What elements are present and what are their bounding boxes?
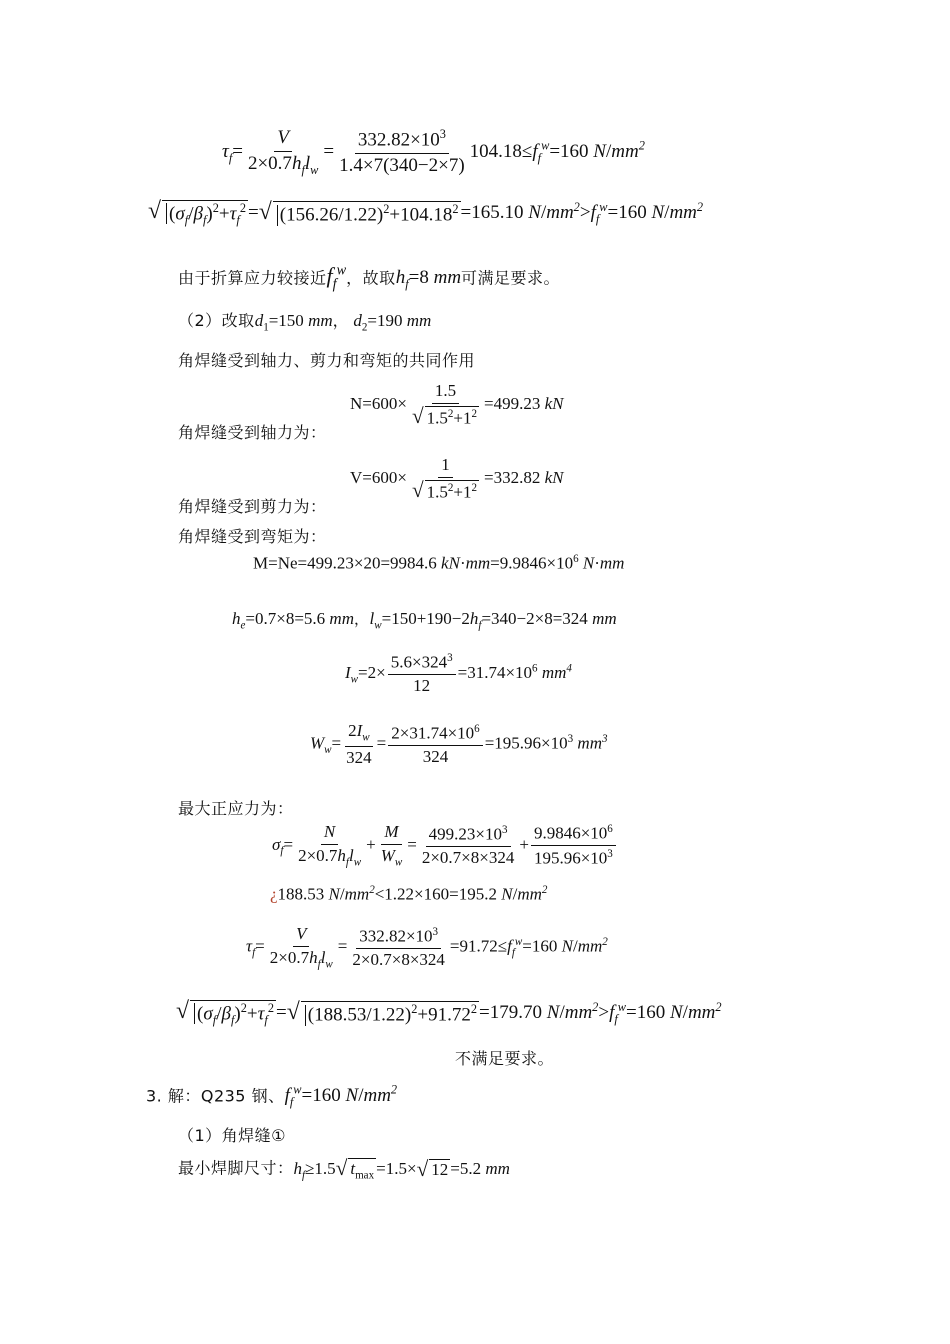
- moment-equation: M=Ne=499.23×20=9984.6 $kN\cdot mm=9.9846\times 10^6$ N·mm: [253, 553, 625, 573]
- tau-f-equation: $\tau_f=$ $\frac{V}{2\times 0.7h_fl_w}$ = $\frac{332.82\times 10^3}{1.4\times 7(340-2\times 7)}$ $104.18\le f_f^w=160$ $N/mm^2$: [222, 127, 645, 177]
- weld-1-label: （1）角焊缝①: [178, 1126, 287, 1145]
- fraction: 1.5 √ $1.5^2+1^2$: [411, 381, 478, 428]
- q3-line: 3. 解：Q235 钢、$f_f^w=160$ $N/mm^2$: [146, 1083, 398, 1110]
- fraction: $\frac{2I_w}{324}$: [346, 721, 372, 767]
- fraction: 1 √ $1.5^2+1^2$: [411, 455, 478, 502]
- fraction: $\frac{N}{2\times 0.7h_fl_w}$: [298, 822, 362, 869]
- combined-stress-equation: √ $(\sigma_f/\beta_f)^2+\tau_f^2$ = √ $(156.26/1.22)^2+104.18^2$ =165.10 $N/mm^2>f_f^w=160$ $N/mm^2$: [148, 198, 704, 228]
- moment-label: 角焊缝受到弯矩为：: [178, 527, 327, 546]
- fraction: $\frac{5.6\times 324^3}{12}$: [388, 652, 456, 696]
- fraction: $\frac{M}{W_w}$: [380, 822, 403, 869]
- max-normal-stress-label: 最大正应力为：: [178, 799, 294, 818]
- axial-force-label: 角焊缝受到轴力为：: [178, 423, 327, 442]
- fraction: $\frac{332.82\times 10^3}{2\times 0.7\times 8\times 324}$: [352, 925, 445, 969]
- fraction: $\frac{V}{2\times 0.7h_fl_w}$: [247, 127, 319, 177]
- sigma-f-result: ¿188.53 $N/mm^2<1.22\times 160=195.2$ $N/mm^2$: [270, 884, 548, 904]
- conclusion-line: 由于折算应力较接近$f_f^w$，故取$h_f=8$ mm可满足要求。: [178, 263, 561, 293]
- fraction: $\frac{V}{2\times 0.7h_fl_w}$: [269, 924, 333, 971]
- combined-stress-equation-2: √ $(\sigma_f/\beta_f)^2+\tau_f^2$ = √ $(188.53/1.22)^2+91.72^2$ =179.70 $N/mm^2>f_f^w=160$ $N/mm^2$: [176, 998, 722, 1028]
- fraction: $\frac{9.9846\times 10^6}{195.96\times 10^3}$: [531, 823, 616, 869]
- combined-action-text: 角焊缝受到轴力、剪力和弯矩的共同作用: [178, 351, 476, 370]
- he-lw-equation: $h_e=0.7\times 8=5.6$ mm，$l_w=150+190-2h_f=340-2\times 8=324$ mm: [232, 609, 617, 632]
- modify-d-line: （2）改取$d_1=150$ mm， $d_2=190$ mm: [178, 311, 432, 334]
- shear-force-equation: V=600× 1 √ $1.5^2+1^2$ =332.82 kN: [350, 455, 564, 502]
- fraction: $\frac{499.23\times 10^3}{2\times 0.7\times 8\times 324}$: [421, 823, 515, 868]
- not-satisfy-text: 不满足要求。: [455, 1049, 555, 1068]
- sigma-f-equation: $\sigma_f=$ $\frac{N}{2\times 0.7h_fl_w}$ + $\frac{M}{W_w}$ = $\frac{499.23\times 10^3}{2\times 0.7\times 8\times 324}$ + $\frac{9.9846\times 10^6}{195.96\times 10^3}$: [272, 823, 618, 869]
- min-weld-size-line: 最小焊脚尺寸：$h_f\ge 1.5$ √ $t_{max}$ =1.5× √ 12 =5.2 mm: [178, 1156, 510, 1182]
- shear-force-label: 角焊缝受到剪力为：: [178, 497, 327, 516]
- axial-force-equation: N=600× 1.5 √ $1.5^2+1^2$ =499.23 kN: [350, 381, 564, 428]
- fraction: $\frac{2\times 31.74\times 10^6}{324}$: [388, 723, 482, 767]
- fraction: $\frac{332.82\times 10^3}{1.4\times 7(340-2\times 7)}$: [339, 127, 465, 177]
- ww-equation: $W_w=$ $\frac{2I_w}{324}$ = $\frac{2\times 31.74\times 10^6}{324}$ $=195.96\times 10^3$ $mm^3$: [310, 721, 608, 767]
- iw-equation: $I_w=2\times$ $\frac{5.6\times 324^3}{12}$ $=31.74\times 10^6$ $mm^4$: [345, 652, 572, 696]
- tau-f-equation-2: $\tau_f=$ $\frac{V}{2\times 0.7h_fl_w}$ = $\frac{332.82\times 10^3}{2\times 0.7\times 8\times 324}$ $=91.72\le f_f^w=160$ $N/mm^2$: [246, 924, 608, 971]
